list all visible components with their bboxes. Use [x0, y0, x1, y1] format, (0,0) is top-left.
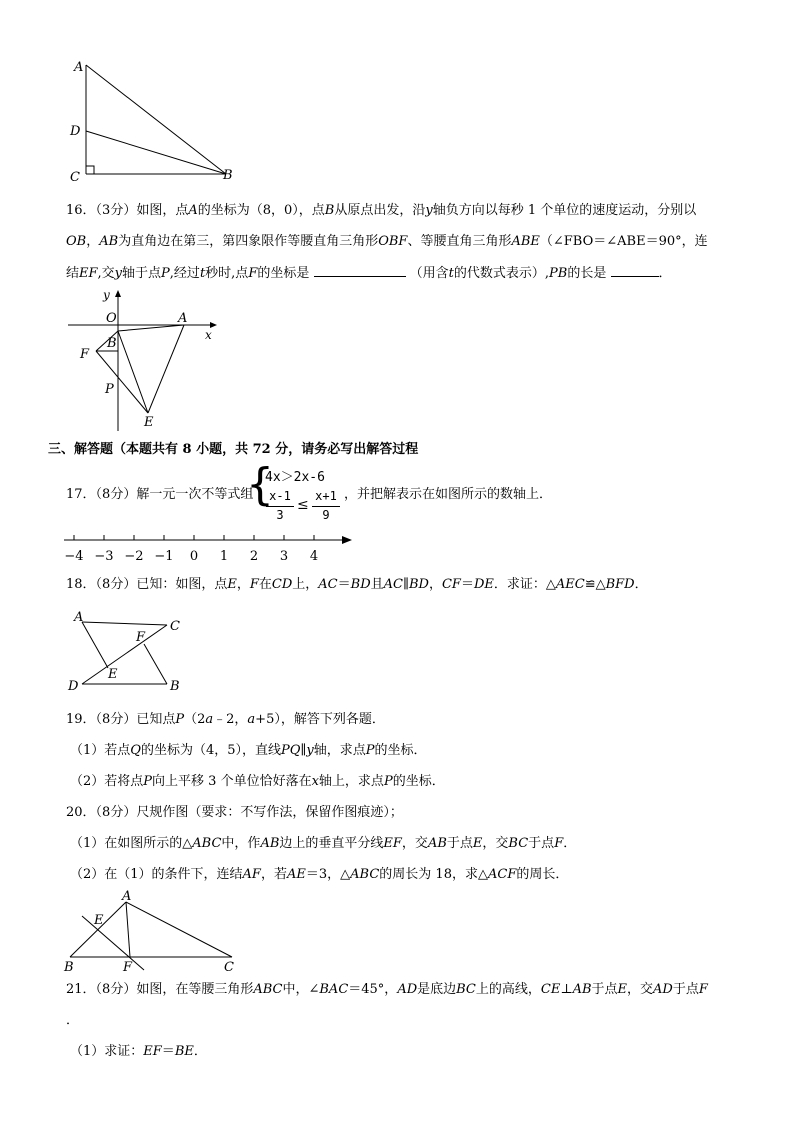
- inequality-1: 4x＞2x-6: [265, 470, 325, 485]
- frac1-den: 3: [276, 508, 284, 522]
- label-C: C: [70, 170, 80, 185]
- q19-line1: 19．（8分）已知点P（2a﹣2，a+5），解答下列各题．: [66, 712, 385, 727]
- q19-sub2: （2）若将点P向上平移 3 个单位恰好落在x轴上，求点P的坐标．: [70, 774, 445, 789]
- frac2-den: 9: [322, 508, 330, 522]
- tick-label: −3: [94, 549, 114, 564]
- system-brace: {: [246, 459, 274, 510]
- label-A: A: [178, 311, 188, 326]
- q20-sub2: （2）在（1）的条件下，连结AF，若AE＝3，△ABC的周长为 18，求△ACF的周长．: [70, 867, 569, 882]
- q21-sub1: （1）求证：EF＝BE．: [70, 1044, 207, 1059]
- figure-q18: [62, 608, 192, 694]
- label-x: x: [205, 328, 212, 342]
- label-B: B: [107, 336, 117, 351]
- frac2-num: x+1: [315, 489, 337, 503]
- label-O: O: [106, 311, 117, 326]
- frac2-bar: [312, 506, 340, 507]
- label-B: B: [170, 679, 180, 694]
- figure-triangle-adcb: [60, 55, 250, 185]
- label-E: E: [144, 415, 154, 430]
- label-D: D: [68, 679, 79, 694]
- label-F: F: [136, 630, 146, 645]
- label-E: E: [108, 667, 118, 682]
- number-line: [60, 530, 360, 566]
- label-B: B: [223, 168, 233, 183]
- tick-label: 1: [219, 549, 229, 564]
- tick-label: −4: [64, 549, 84, 564]
- frac1-num: x-1: [269, 489, 291, 503]
- label-B: B: [64, 960, 74, 975]
- q16-line3: 结EF,交y轴于点P,经过t秒时,点F的坐标是 （用含t的代数式表示）,PB的长是 ．: [66, 266, 672, 281]
- label-F: F: [123, 960, 133, 975]
- label-y: y: [103, 288, 110, 302]
- tick-label: −2: [124, 549, 144, 564]
- frac1-bar: [266, 506, 294, 507]
- tick-label: −1: [154, 549, 174, 564]
- le-symbol: ≤: [297, 497, 309, 513]
- label-F: F: [80, 347, 90, 362]
- tick-label: 2: [249, 549, 259, 564]
- label-C: C: [170, 619, 180, 634]
- label-A: A: [122, 890, 132, 904]
- q20-line1: 20．（8分）尺规作图（要求：不写作法，保留作图痕迹）；: [66, 805, 403, 820]
- section-3-heading: 三、解答题（本题共有 8 小题，共 72 分，请务必写出解答过程: [48, 442, 419, 457]
- label-E: E: [94, 913, 104, 928]
- figure-q20: [60, 890, 250, 976]
- tick-label: 3: [279, 549, 289, 564]
- label-A: A: [74, 610, 84, 625]
- label-P: P: [105, 382, 114, 397]
- q19-sub1: （1）若点Q的坐标为（4，5），直线PQ∥y轴，求点P的坐标．: [70, 743, 427, 758]
- q16-line2: OB，AB为直角边在第三，第四象限作等腰直角三角形OBF、等腰直角三角形ABE（∠FBO＝∠ABE＝90°，连: [66, 234, 708, 249]
- q17-suffix: ，并把解表示在如图所示的数轴上．: [344, 487, 553, 502]
- label-D: D: [70, 124, 81, 139]
- q17-prefix: 17．（8分）解一元一次不等式组: [66, 487, 254, 502]
- q18-line: 18．（8分）已知：如图，点E，F在CD上，AC＝BD且AC∥BD，CF＝DE．求证：△AEC≌△BFD．: [66, 577, 648, 592]
- q21-dot: ．: [66, 1013, 80, 1028]
- answer-blank-1[interactable]: [314, 264, 406, 277]
- q21-line1: 21．（8分）如图，在等腰三角形ABC中，∠BAC＝45°，AD是底边BC上的高线，CE⊥AB于点E，交AD于点F: [66, 982, 708, 997]
- label-C: C: [224, 960, 234, 975]
- label-A: A: [74, 60, 84, 75]
- tick-label: 4: [309, 549, 319, 564]
- q20-sub1: （1）在如图所示的△ABC中，作AB边上的垂直平分线EF，交AB于点E，交BC于点F．: [70, 836, 577, 851]
- tick-label: 0: [189, 549, 199, 564]
- answer-blank-2[interactable]: [611, 264, 659, 277]
- q16-line1: 16．（3分）如图，点A的坐标为（8，0），点B从原点出发，沿y轴负方向以每秒 1 个单位的速度运动，分别以: [66, 203, 697, 218]
- figure-coordinate: [60, 285, 230, 435]
